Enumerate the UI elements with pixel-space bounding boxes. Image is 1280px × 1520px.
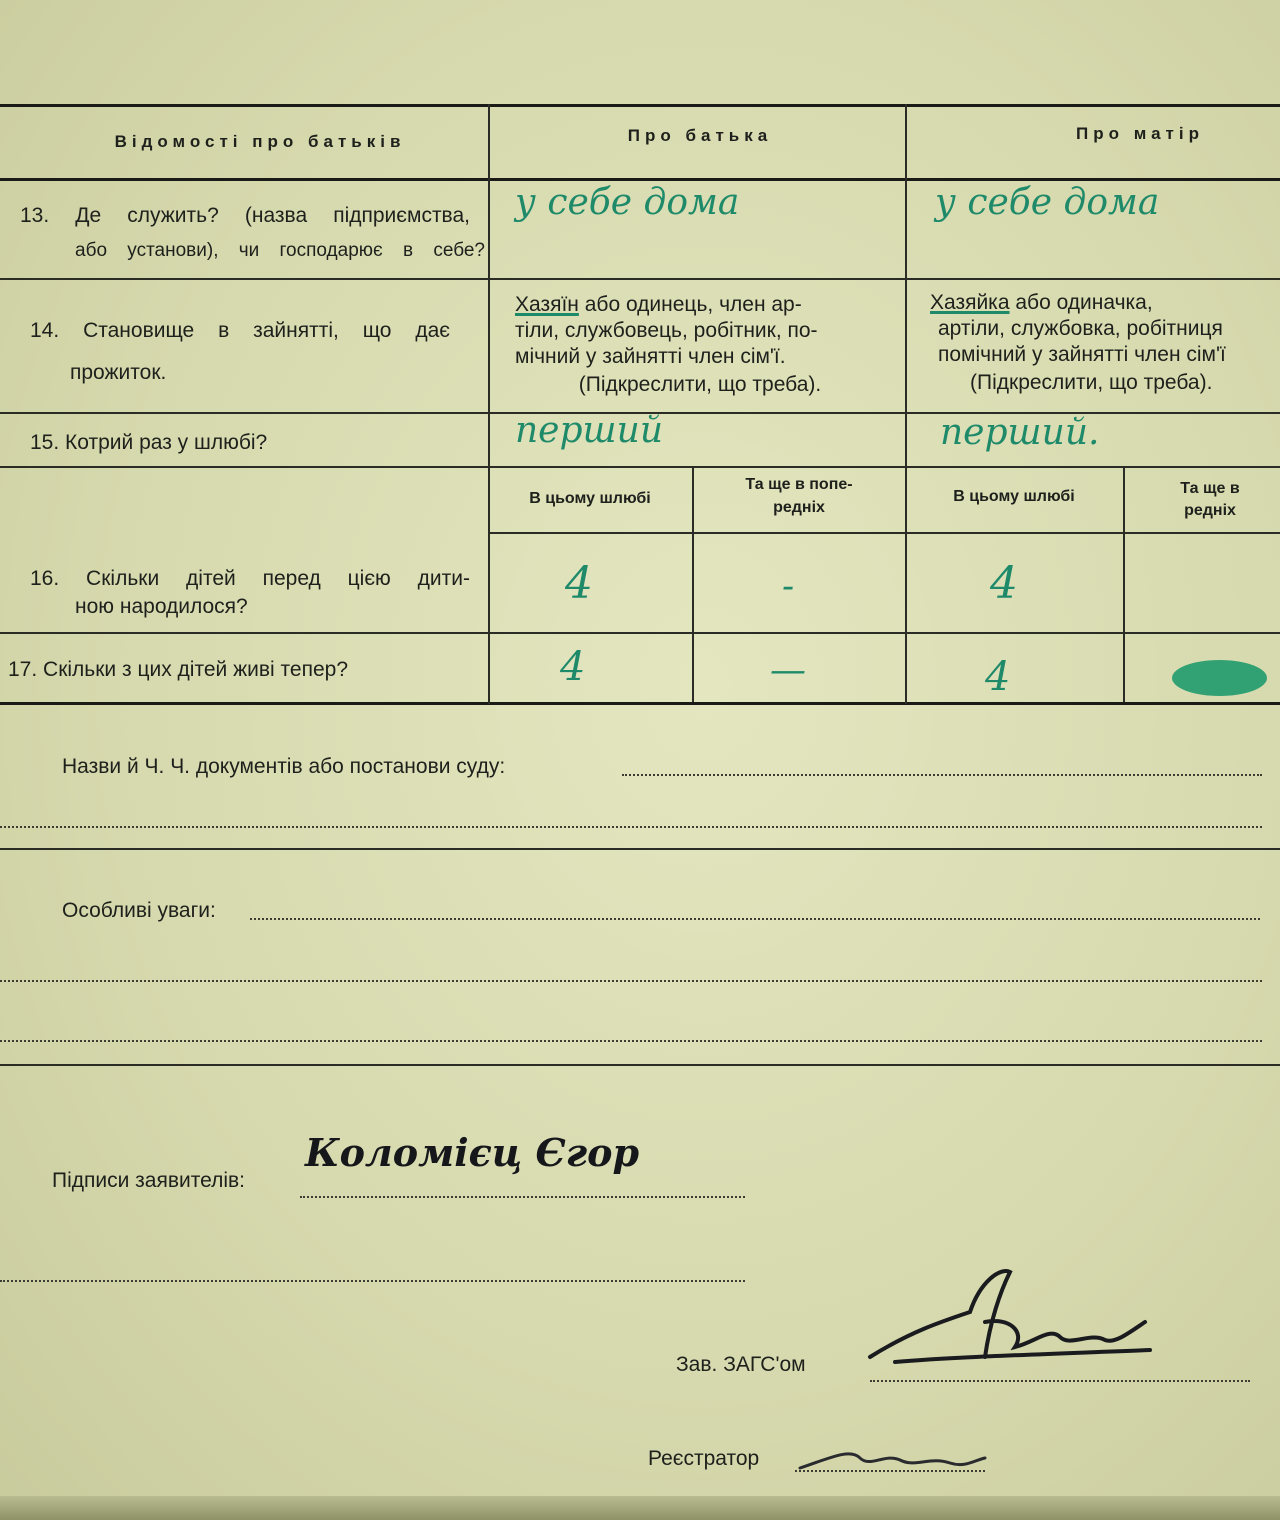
row14-mother-line1 — [930, 290, 1280, 316]
row15-mother-handwriting: перший. — [940, 412, 1100, 453]
row13-label-line1: 13. Де служить? (назва підприємства, — [20, 204, 470, 227]
registrar-line — [795, 1470, 985, 1472]
head-of-registry-line — [870, 1380, 1250, 1382]
row14-father-underlined: Хазяїн — [515, 293, 579, 316]
row16-mother-this-value: 4 — [990, 558, 1018, 609]
row14-mother-line4: (Підкреслити, що треба). — [970, 371, 1213, 394]
documents-label: Назви й Ч. Ч. документів або постанови суду: — [62, 755, 506, 778]
row14-father-line1 — [515, 292, 885, 318]
row16-subheader-rule — [488, 532, 1280, 534]
col-divider-mother-sub — [1123, 466, 1125, 702]
row15-father-handwriting: перший — [515, 410, 664, 451]
row16-label-line2: ною народилося? — [75, 595, 248, 618]
header-bottom-rule — [0, 178, 1280, 181]
remarks-fill-line-1 — [250, 918, 1260, 920]
row16-label-line1: 16. Скільки дітей перед цією дити- — [30, 567, 470, 590]
row14-father-line4: (Підкреслити, що треба). — [578, 373, 822, 396]
row14-father-text1: або одинець, член ар- — [584, 293, 802, 316]
registrar-label: Реєстратор — [648, 1447, 760, 1470]
head-of-registry-label: Зав. ЗАГС'ом — [676, 1353, 806, 1376]
row16-father-previous-value: - — [782, 566, 795, 607]
applicant-signature: Коломієц Єгор — [305, 1130, 640, 1175]
row17-father-previous-value: — — [770, 650, 806, 691]
row14-father-line2: тіли, службовець, робітник, по- — [515, 319, 818, 342]
page-bottom-edge — [0, 1496, 1280, 1520]
row14-mother-line2: артіли, службовка, робітниця — [938, 317, 1223, 340]
second-signature-line — [0, 1280, 745, 1282]
remarks-fill-line-2 — [0, 980, 1262, 982]
row14-mother-text1: або одиначка, — [1015, 291, 1153, 314]
row13-mother-handwriting: у себе дома — [935, 182, 1160, 223]
row13-label-line2: або установи), чи господарює в себе? — [75, 240, 485, 261]
row16-father-previous-header-line1: Та ще в попе- — [745, 476, 853, 493]
row16-bottom-rule — [0, 632, 1280, 634]
row16-mother-this-marriage-header: В цьому шлюбі — [953, 488, 1075, 505]
row14-label-line1: 14. Становище в зайнятті, що дає — [30, 319, 450, 342]
table-bottom-rule — [0, 702, 1280, 705]
header-parents-info: Відомості про батьків — [114, 132, 406, 151]
table-top-rule — [0, 104, 1280, 107]
registrar-signature — [790, 1428, 990, 1488]
row13-father-handwriting: у себе дома — [515, 182, 740, 223]
head-of-registry-signature — [850, 1262, 1170, 1392]
row16-father-this-marriage-header: В цьому шлюбі — [529, 490, 651, 507]
row17-father-this-value: 4 — [560, 644, 586, 690]
documents-bottom-rule — [0, 848, 1280, 850]
row16-father-previous-header-line2: редніх — [773, 499, 825, 516]
remarks-bottom-rule — [0, 1064, 1280, 1066]
row14-mother-line3: помічний у зайнятті член сім'ї — [938, 343, 1226, 366]
applicant-signature-line — [300, 1196, 745, 1198]
signatures-label: Підписи заявителів: — [52, 1169, 246, 1192]
row14-label-line2: прожиток. — [70, 361, 167, 384]
row16-mother-previous-header-line2: редніх — [1184, 502, 1236, 519]
row14-mother-underlined: Хазяйка — [930, 291, 1010, 314]
documents-fill-line-1 — [622, 774, 1262, 776]
row15-bottom-rule — [0, 466, 1280, 468]
row15-label: 15. Котрий раз у шлюбі? — [30, 431, 268, 454]
ink-blot — [1172, 660, 1267, 696]
header-about-father: Про батька — [627, 126, 773, 145]
header-about-mother: Про матір — [1076, 124, 1204, 143]
col-divider-1 — [488, 104, 490, 704]
row16-father-this-value: 4 — [565, 558, 593, 609]
row17-label: 17. Скільки з цих дітей живі тепер? — [8, 658, 348, 681]
remarks-fill-line-3 — [0, 1040, 1262, 1042]
row13-bottom-rule — [0, 278, 1280, 280]
col-divider-2 — [905, 104, 907, 704]
row16-mother-previous-header-line1: Та ще в — [1180, 480, 1240, 497]
remarks-label: Особливі уваги: — [62, 899, 216, 922]
row14-father-line3: мічний у зайнятті член сім'ї. — [515, 345, 786, 368]
documents-fill-line-2 — [0, 826, 1262, 828]
row17-mother-this-value: 4 — [985, 654, 1011, 700]
